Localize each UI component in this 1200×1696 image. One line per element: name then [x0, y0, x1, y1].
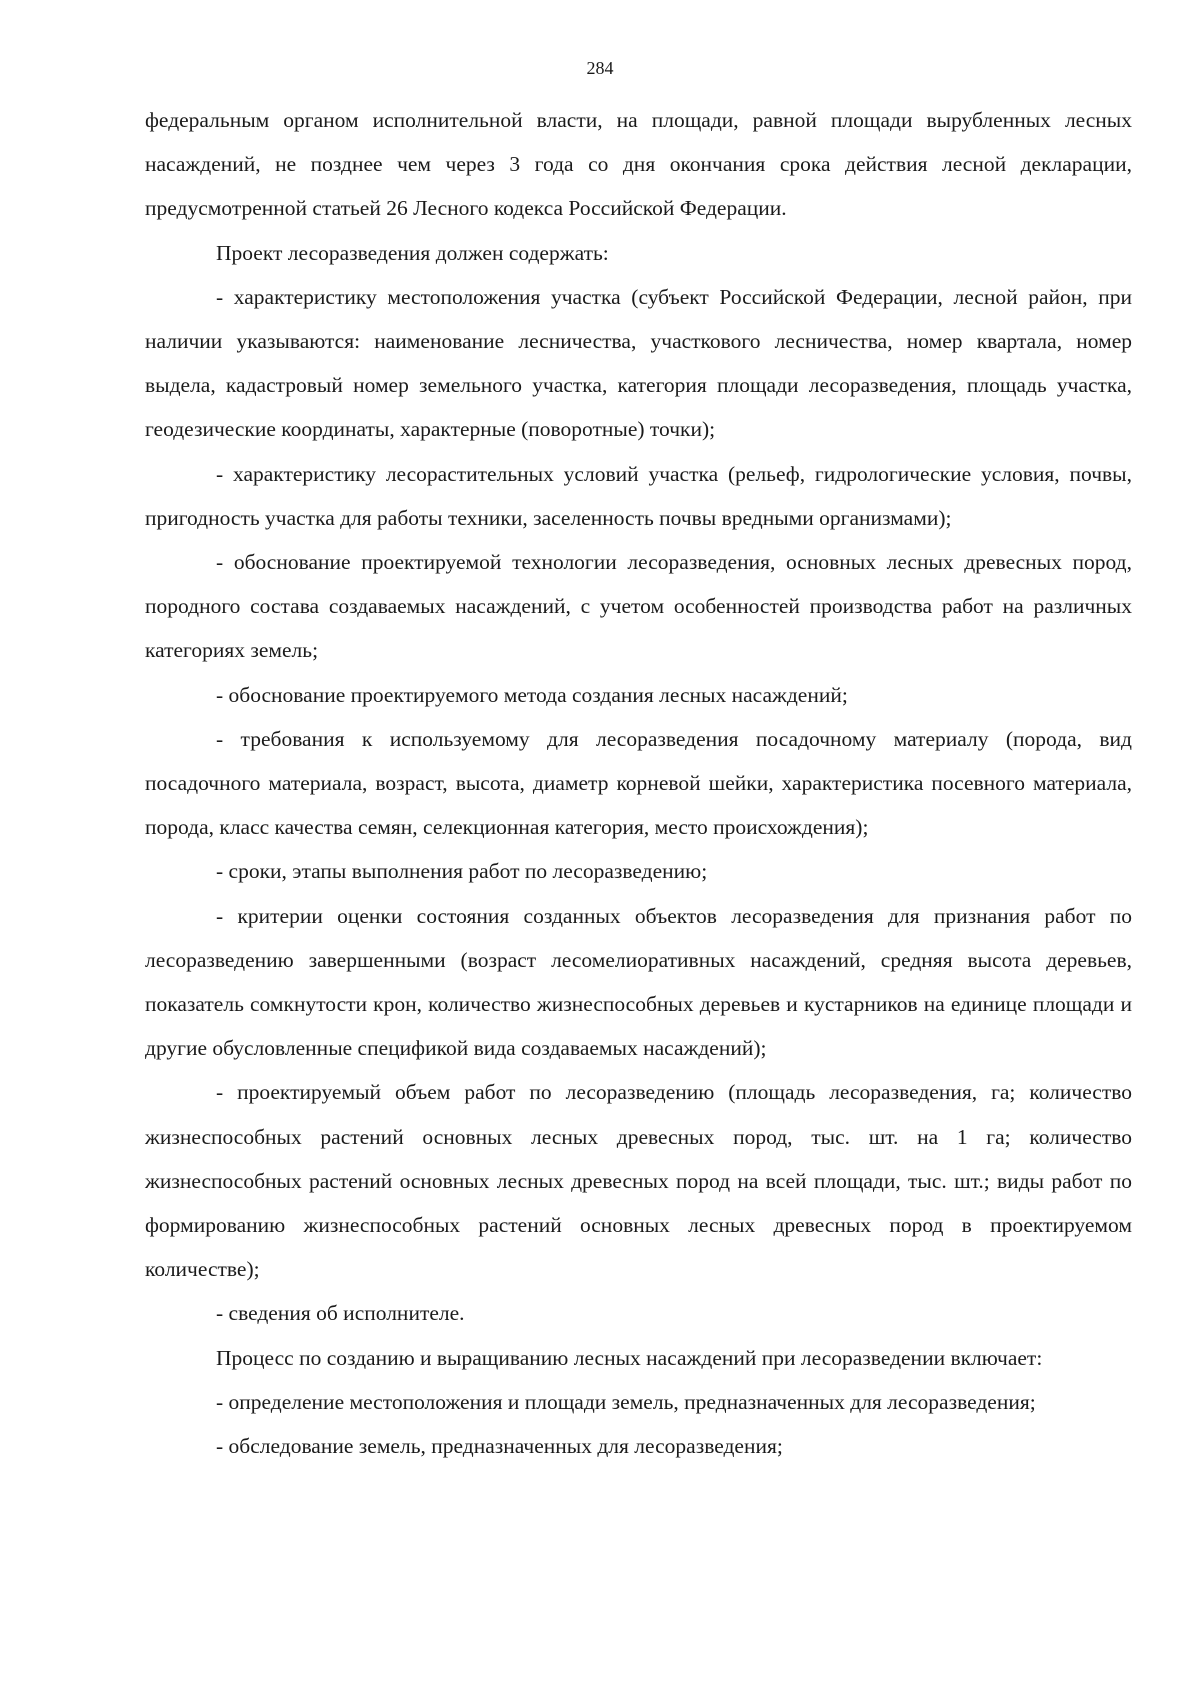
list-item-land-location: - определение местоположения и площади земель, предназначенных для лесоразведения; — [216, 1389, 1036, 1414]
list-item-planting-material: - требования к используемому для лесоразведения посадочному материалу (порода, вид посадочного материала, возраст, высота, диаметр корневой шейки, характеристика посевного материала, порода, класс качества семян, селекционная категория, место происхождения); — [145, 726, 1132, 840]
list-item-method-justification: - обоснование проектируемого метода создания лесных насаждений; — [216, 682, 848, 707]
paragraph-project-contents-intro: Проект лесоразведения должен содержать: — [216, 240, 609, 265]
list-item-timing: - сроки, этапы выполнения работ по лесоразведению; — [216, 859, 708, 884]
paragraph-continuation: федеральным органом исполнительной власти, на площади, равной площади вырубленных лесных насаждений, не позднее чем через 3 года со дня окончания срока действия лесной декларации, предусмотренной статьей 26 Лесного кодекса Российской Федерации. — [145, 108, 1132, 221]
list-item-land-survey: - обследование земель, предназначенных для лесоразведения; — [216, 1434, 783, 1459]
list-item-location: - характеристику местоположения участка (субъект Российской Федерации, лесной район, при наличии указываются: наименование лесничества, участкового лесничества, номер квартала, номер выдела, кадастровый номер земельного участка, категория площади лесоразведения, площадь участка, геодезические координаты, характерные (поворотные) точки); — [145, 284, 1132, 442]
list-item-growing-conditions: - характеристику лесорастительных условий участка (рельеф, гидрологические условия, почвы, пригодность участка для работы техники, заселенность почвы вредными организмами); — [145, 461, 1132, 530]
list-item-technology-justification: - обоснование проектируемой технологии лесоразведения, основных лесных древесных пород, породного состава создаваемых насаждений, с учетом особенностей производства работ на различных категориях земель; — [145, 550, 1132, 663]
paragraph-process-intro: Процесс по созданию и выращиванию лесных насаждений при лесоразведении включает: — [216, 1345, 1043, 1370]
list-item-work-volume: - проектируемый объем работ по лесоразведению (площадь лесоразведения, га; количество жизнеспособных растений основных лесных древесных пород, тыс. шт. на 1 га; количество жизнеспособных растений основных лесных древесных пород на всей площади, тыс. шт.; виды работ по формированию жизнеспособных растений основных лесных древесных пород в проектируемом количестве); — [145, 1080, 1132, 1282]
list-item-contractor: - сведения об исполнителе. — [216, 1301, 465, 1326]
page-number: 284 — [586, 58, 614, 78]
list-item-evaluation-criteria: - критерии оценки состояния созданных объектов лесоразведения для признания работ по лесоразведению завершенными (возраст лесомелиоративных насаждений, средняя высота деревьев, показатель сомкнутости крон, количество жизнеспособных деревьев и кустарников на единице площади и другие обусловленные спецификой вида создаваемых насаждений); — [145, 903, 1132, 1061]
document-body — [145, 98, 1132, 1468]
